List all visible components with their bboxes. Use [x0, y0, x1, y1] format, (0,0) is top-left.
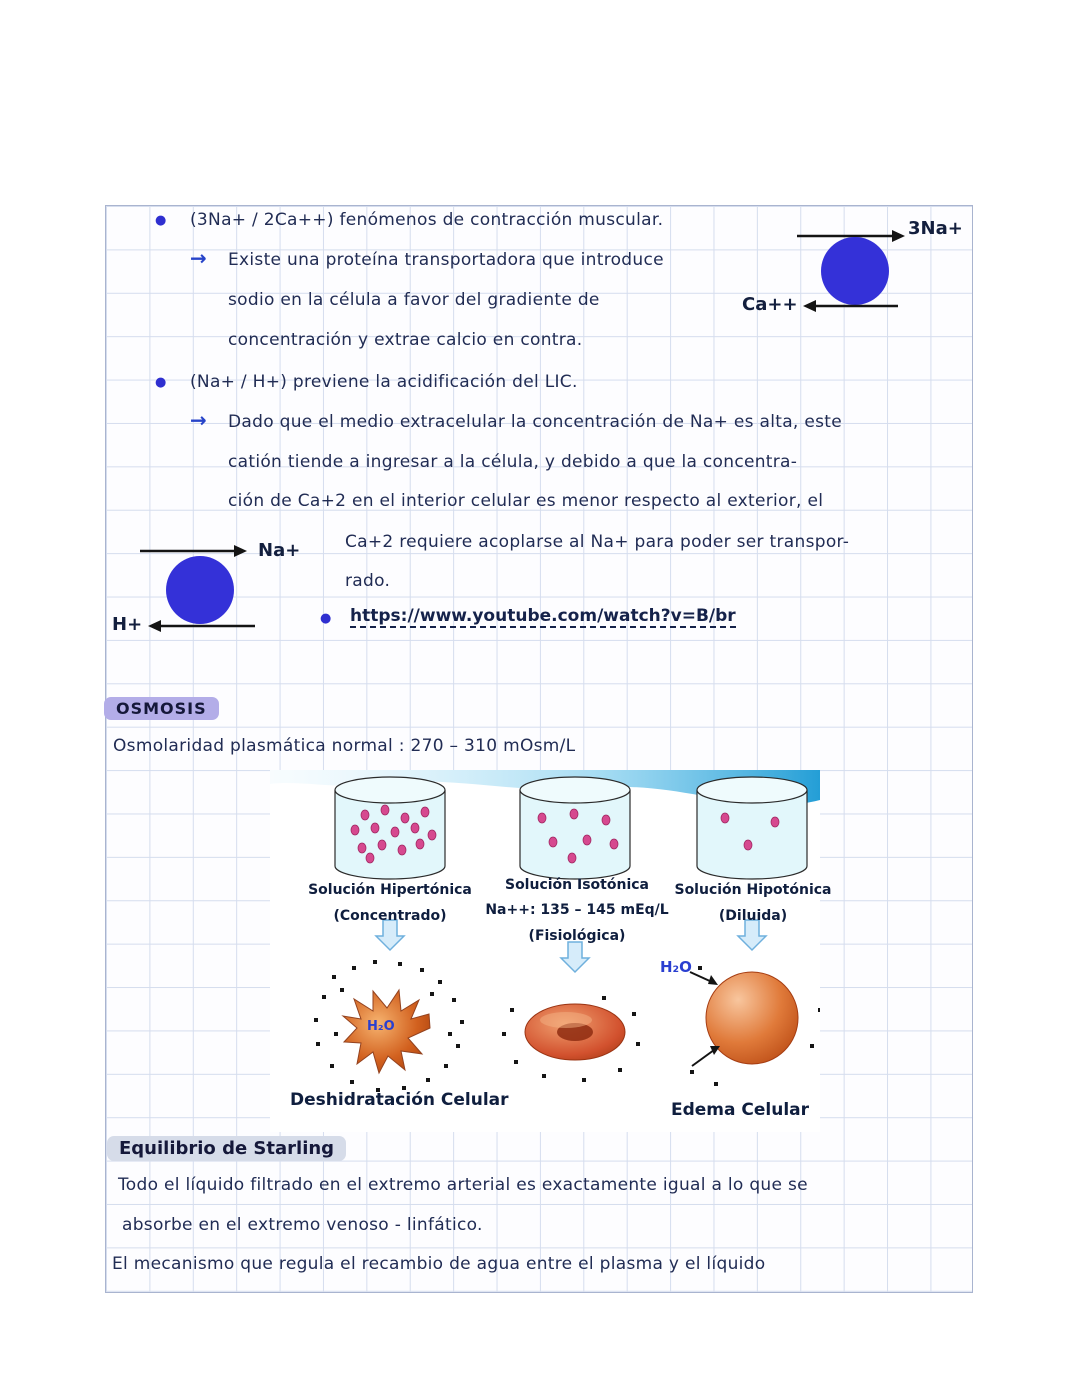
youtube-link[interactable]: https://www.youtube.com/watch?v=B/br: [350, 606, 736, 626]
label-hypotonic: Solución Hipotónica: [674, 882, 832, 898]
h2o-label: H₂O: [367, 1019, 395, 1034]
osmosis-figure: [270, 770, 832, 1132]
ion-label-ca: Ca++: [742, 294, 798, 315]
label-hypertonic: Solución Hipertónica: [308, 882, 472, 898]
down-arrow-icon: [738, 920, 766, 950]
note-line: Existe una proteína transportadora que introduce: [228, 250, 664, 270]
bullet-icon: ●: [155, 213, 167, 228]
h2o-label: H₂O: [660, 958, 692, 976]
note-line: sodio en la célula a favor del gradiente de: [228, 290, 600, 310]
arrowhead-left-icon: [803, 300, 816, 312]
ion-label-h: H+: [112, 614, 143, 635]
note-line: catión tiende a ingresar a la célula, y debido a que la concentra-: [228, 452, 798, 472]
arrow-icon: →: [190, 246, 207, 270]
note-line: Ca+2 requiere acoplarse al Na+ para poder ser transpor-: [345, 532, 850, 552]
note-line: concentración y extrae calcio en contra.: [228, 330, 583, 350]
transporter-protein-circle: [821, 237, 889, 305]
section-title-starling: Equilibrio de Starling: [107, 1136, 346, 1161]
caption-dehydration: Deshidratación Celular: [290, 1090, 509, 1110]
section-title-osmosis: OSMOSIS: [104, 697, 219, 720]
starling-line: absorbe en el extremo venoso - linfático.: [122, 1215, 483, 1235]
osmosis-figure-graphics: [270, 770, 820, 1132]
starling-line: El mecanismo que regula el recambio de agua entre el plasma y el líquido: [112, 1254, 766, 1274]
label-isotonic: Solución Isotónica: [504, 877, 649, 893]
beaker-isotonic: [520, 777, 630, 879]
note-line: rado.: [345, 571, 391, 591]
ion-label-na: Na+: [258, 540, 301, 561]
down-arrow-icon: [376, 920, 404, 950]
arrowhead-right-icon: [234, 545, 247, 557]
edema-cell: [690, 966, 820, 1086]
beaker-hypertonic: [335, 777, 445, 879]
label-isotonic-sub: (Fisiológica): [528, 928, 626, 944]
beaker-hypotonic: [697, 777, 807, 879]
transporter-protein-circle: [166, 556, 234, 624]
arrow-icon: →: [190, 408, 207, 432]
arrowhead-left-icon: [148, 620, 161, 632]
starling-line: Todo el líquido filtrado en el extremo arterial es exactamente igual a lo que se: [118, 1175, 808, 1195]
label-isotonic-range: Na++: 135 – 145 mEq/L: [485, 902, 669, 918]
arrowhead-right-icon: [892, 230, 905, 242]
note-line: (3Na+ / 2Ca++) fenómenos de contracción muscular.: [190, 210, 664, 230]
label-hypertonic-sub: (Concentrado): [333, 908, 447, 924]
caption-edema: Edema Celular: [670, 1100, 810, 1120]
isotonic-cell: [502, 996, 640, 1082]
down-arrow-icon: [561, 942, 589, 972]
ion-label-3na: 3Na+: [908, 218, 963, 239]
osmolarity-line: Osmolaridad plasmática normal : 270 – 310 mOsm/L: [113, 736, 576, 756]
note-line: (Na+ / H+) previene la acidificación del LIC.: [190, 372, 578, 392]
label-hypotonic-sub: (Diluida): [718, 908, 788, 924]
na-h-exchanger-diagram: [105, 523, 375, 648]
note-line: Dado que el medio extracelular la concentración de Na+ es alta, este: [228, 412, 842, 432]
bullet-icon: ●: [155, 375, 167, 390]
note-line: ción de Ca+2 en el interior celular es menor respecto al exterior, el: [228, 491, 824, 511]
bullet-icon: ●: [320, 611, 332, 626]
